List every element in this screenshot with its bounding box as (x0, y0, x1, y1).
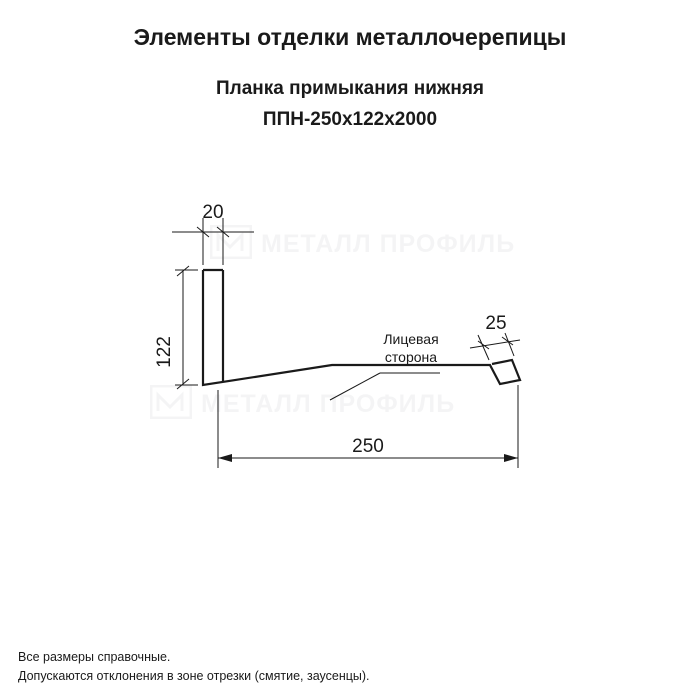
dimension-25 (470, 333, 520, 360)
dimension-20-label: 20 (202, 202, 224, 223)
watermark-text: МЕТАЛЛ ПРОФИЛЬ (261, 230, 516, 258)
technical-drawing (0, 170, 700, 510)
dimension-25-label: 25 (485, 313, 507, 334)
face-side-label-line2: сторона (384, 349, 438, 365)
footer-note (18, 648, 370, 686)
profile-outline (203, 270, 520, 385)
footer-line-2: Допускаются отклонения в зоне отрезки (смятие, заусенцы). (18, 669, 370, 683)
dimension-122 (175, 266, 198, 389)
profile-top-edge (203, 270, 223, 382)
drawing-svg (0, 170, 700, 510)
watermark-text: МЕТАЛЛ ПРОФИЛЬ (201, 390, 456, 418)
dimension-250-label: 250 (352, 436, 384, 457)
page-title: Элементы отделки металлочерепицы (133, 24, 567, 50)
face-side-label-line1: Лицевая (383, 331, 439, 347)
dimension-20 (172, 218, 254, 265)
product-name: Планка примыкания нижняя (215, 78, 485, 99)
dimension-122-label: 122 (154, 336, 175, 368)
face-side-leader (330, 373, 440, 400)
product-code: ППН-250х122х2000 (262, 109, 438, 130)
footer-line-1: Все размеры справочные. (18, 650, 171, 664)
title-block (0, 22, 700, 133)
